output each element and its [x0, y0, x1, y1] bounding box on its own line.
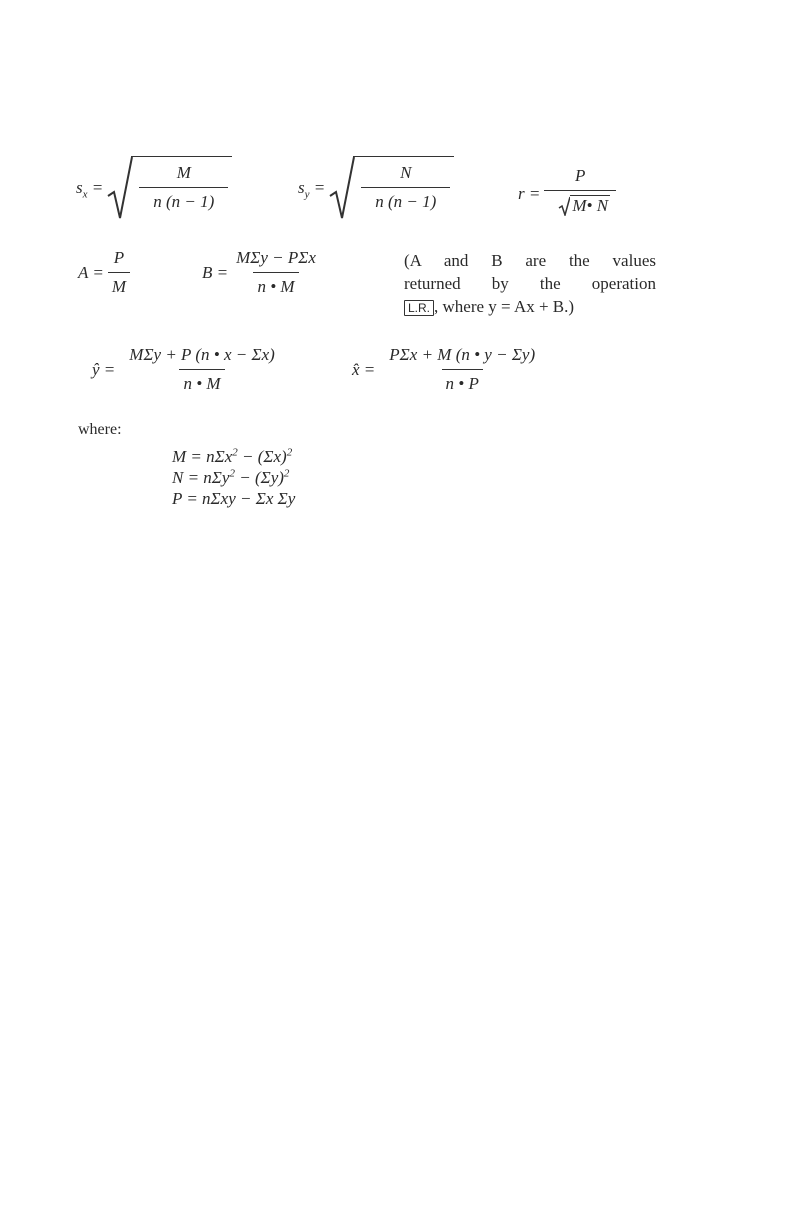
numerator: P	[113, 248, 125, 267]
radical-sign-icon	[329, 156, 355, 220]
note-line: L.R. , where y = Ax + B.)	[404, 295, 656, 320]
radical-sign-icon	[558, 196, 570, 216]
denominator: n • M	[253, 272, 298, 297]
formula-lhs: x̂ =	[352, 359, 376, 379]
square-root	[329, 156, 454, 220]
formula-a	[78, 248, 130, 297]
numerator: PΣx + M (n • y − Σy)	[389, 345, 536, 364]
note-line: returned by the operation	[404, 274, 656, 293]
numerator: MΣy − PΣx	[236, 248, 316, 267]
formula-lhs: r =	[518, 183, 541, 203]
formula-r	[518, 166, 616, 221]
formula-b	[202, 248, 320, 297]
definition-p: P = nΣxy − Σx Σy	[172, 489, 296, 508]
definition-m: $M = n\Sigma x^2 - (\Sigma x)^2$	[172, 446, 293, 466]
definition-n: $N = n\Sigma y^2 - (\Sigma y)^2$	[172, 467, 290, 487]
fraction	[119, 345, 285, 394]
formula-yhat	[92, 345, 285, 394]
formula-xhat	[352, 345, 545, 394]
numerator: M	[176, 163, 191, 182]
square-root: M• N	[558, 195, 610, 216]
radical-sign-icon	[107, 156, 133, 220]
fraction	[361, 163, 450, 212]
denominator: n • M	[179, 369, 224, 394]
denominator: n (n − 1)	[139, 187, 228, 212]
formula-lhs: $s_x$ =	[76, 178, 104, 201]
fraction	[544, 166, 616, 221]
numerator: N	[400, 163, 412, 182]
fraction	[139, 163, 228, 212]
fraction	[379, 345, 545, 394]
square-root	[107, 156, 232, 220]
formula-lhs: $s_y$ =	[298, 178, 326, 201]
formula-lhs: ŷ =	[92, 359, 116, 379]
note-parenthetical	[404, 249, 656, 320]
denominator: M	[108, 272, 130, 297]
formula-lhs: A =	[78, 262, 104, 282]
denominator	[544, 190, 616, 221]
numerator: P	[575, 166, 586, 185]
lr-key-label: L.R.	[404, 300, 434, 316]
definitions	[172, 446, 295, 509]
denominator: n • P	[442, 369, 483, 394]
formula-lhs: B =	[202, 262, 229, 282]
numerator: MΣy + P (n • x − Σx)	[129, 345, 275, 364]
formula-sx	[76, 156, 232, 220]
denominator: n (n − 1)	[361, 187, 450, 212]
fraction	[232, 248, 320, 297]
where-label: where:	[78, 421, 122, 438]
note-line: (A and B are the values	[404, 251, 656, 270]
formula-sy	[298, 156, 454, 220]
fraction	[108, 248, 130, 297]
